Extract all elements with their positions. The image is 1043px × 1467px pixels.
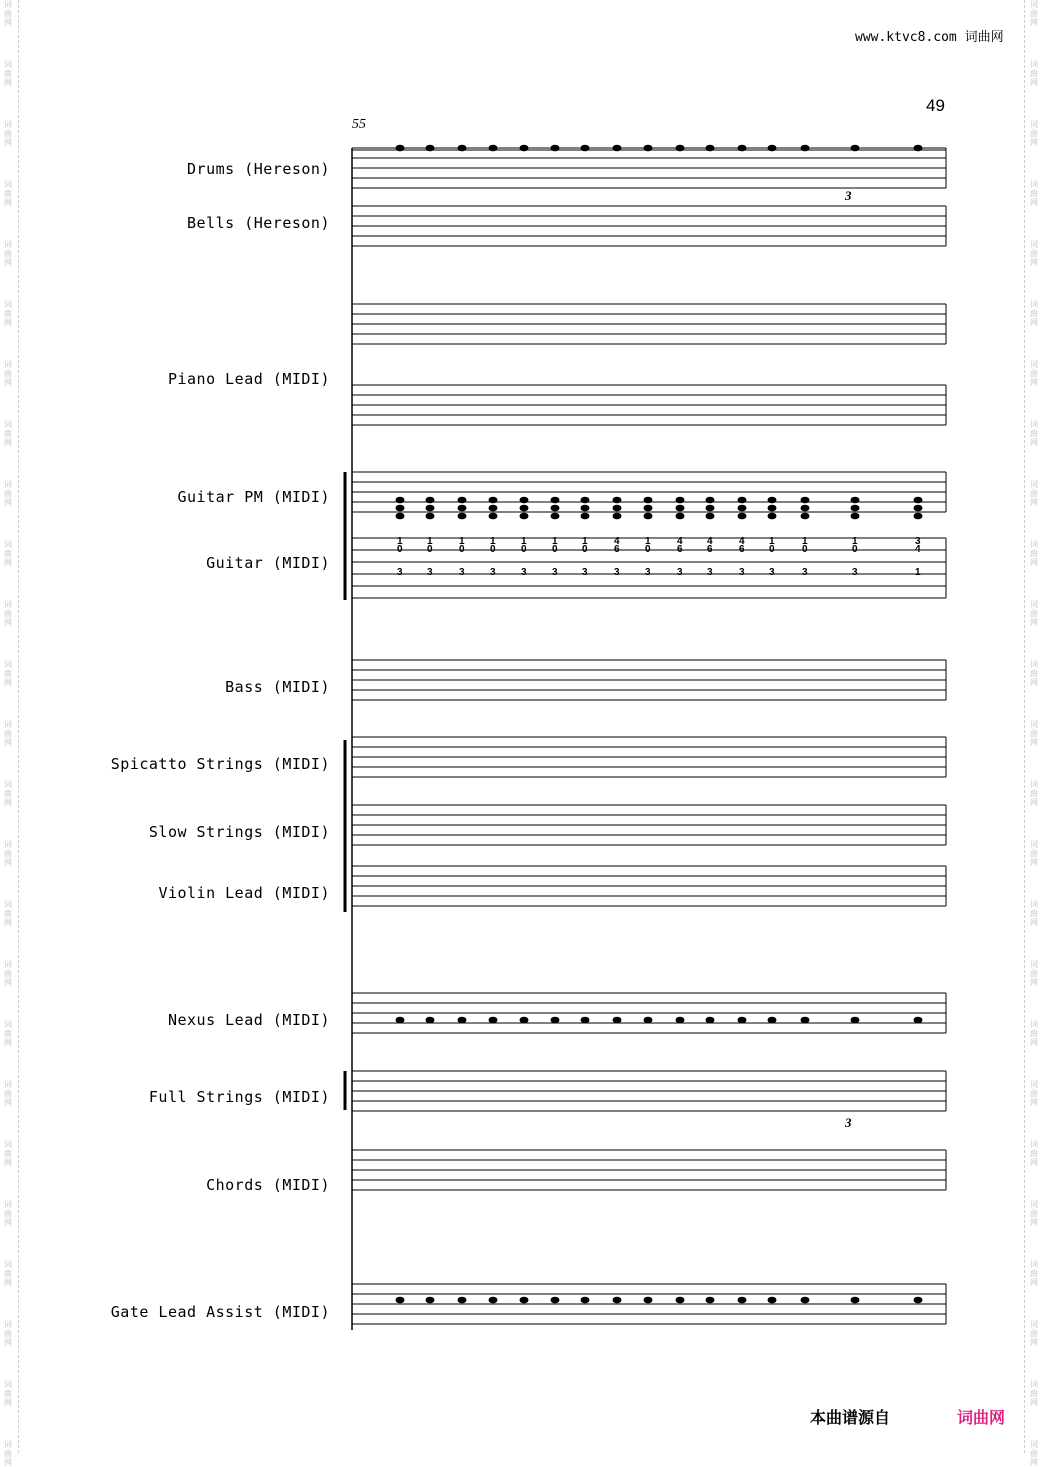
note-head	[914, 145, 923, 152]
watermark-glyph: 词 曲 网	[1030, 420, 1038, 447]
note-head	[581, 1297, 590, 1304]
note-head	[768, 1297, 777, 1304]
tab-number: 3	[645, 567, 651, 578]
note-head	[706, 1297, 715, 1304]
note-head	[851, 145, 860, 152]
watermark-glyph: 词 曲 网	[4, 1320, 12, 1347]
note-head	[520, 145, 529, 152]
note-head	[738, 1297, 747, 1304]
tab-number: 1	[490, 536, 496, 547]
watermark-glyph: 词 曲 网	[4, 960, 12, 987]
note-head	[520, 497, 529, 504]
note-head	[551, 1297, 560, 1304]
note-head	[396, 497, 405, 504]
note-head	[768, 513, 777, 520]
note-head	[676, 505, 685, 512]
tab-number: 0	[852, 544, 858, 555]
measure-number: 55	[352, 117, 366, 132]
instrument-label-chords: Chords (MIDI)	[206, 1176, 330, 1194]
tab-number: 3	[707, 567, 713, 578]
note-head	[676, 145, 685, 152]
note-head	[458, 1297, 467, 1304]
tab-number: 3	[552, 567, 558, 578]
watermark-glyph: 词 曲 网	[4, 1140, 12, 1167]
tab-number: 6	[707, 544, 713, 555]
watermark-glyph: 词 曲 网	[4, 360, 12, 387]
instrument-label-guitar-pm: Guitar PM (MIDI)	[177, 488, 330, 506]
watermark-glyph: 词 曲 网	[4, 1260, 12, 1287]
watermark-glyph: 词 曲 网	[4, 60, 12, 87]
note-head	[851, 513, 860, 520]
note-head	[489, 145, 498, 152]
instrument-label-slow-strings: Slow Strings (MIDI)	[148, 823, 330, 841]
note-head	[613, 1297, 622, 1304]
note-head	[426, 145, 435, 152]
note-head	[914, 497, 923, 504]
note-head	[489, 1297, 498, 1304]
note-head	[426, 1297, 435, 1304]
tab-number: 0	[427, 544, 433, 555]
footer-source-text: 本曲谱源自	[810, 1408, 891, 1427]
watermark-glyph: 词 曲 网	[1030, 780, 1038, 807]
note-head	[914, 513, 923, 520]
note-head	[738, 1017, 747, 1024]
note-head	[489, 513, 498, 520]
watermark-glyph: 词 曲 网	[1030, 1140, 1038, 1167]
tab-number: 0	[645, 544, 651, 555]
tab-number: 3	[852, 567, 858, 578]
note-head	[706, 505, 715, 512]
note-head	[396, 505, 405, 512]
note-head	[644, 513, 653, 520]
tab-number: 3	[915, 536, 921, 547]
watermark-glyph: 词 曲 网	[4, 780, 12, 807]
note-head	[644, 497, 653, 504]
tab-number: 4	[707, 536, 713, 547]
site-url: www.ktvc8.com 词曲网	[855, 30, 1004, 45]
tab-number: 1	[915, 567, 921, 578]
tab-number: 3	[459, 567, 465, 578]
tab-number: 6	[677, 544, 683, 555]
note-head	[644, 1297, 653, 1304]
note-head	[644, 1017, 653, 1024]
note-head	[851, 1017, 860, 1024]
note-head	[489, 1017, 498, 1024]
tab-number: 6	[614, 544, 620, 555]
note-head	[458, 145, 467, 152]
watermark-glyph: 词 曲 网	[1030, 720, 1038, 747]
note-head	[676, 513, 685, 520]
watermark-glyph: 词 曲 网	[1030, 1380, 1038, 1407]
note-head	[738, 497, 747, 504]
tab-number: 3	[521, 567, 527, 578]
watermark-glyph: 词 曲 网	[1030, 1320, 1038, 1347]
watermark-glyph: 词 曲 网	[1030, 660, 1038, 687]
note-head	[801, 513, 810, 520]
tab-number: 0	[582, 544, 588, 555]
tab-number: 3	[490, 567, 496, 578]
note-head	[426, 505, 435, 512]
tab-number: 1	[521, 536, 527, 547]
note-head	[738, 513, 747, 520]
note-head	[458, 497, 467, 504]
tab-number: 0	[802, 544, 808, 555]
watermark-glyph: 词 曲 网	[1030, 960, 1038, 987]
note-head	[613, 1017, 622, 1024]
instrument-label-piano-lead: Piano Lead (MIDI)	[167, 370, 330, 388]
note-head	[851, 497, 860, 504]
note-head	[458, 1017, 467, 1024]
note-head	[768, 145, 777, 152]
note-head	[706, 497, 715, 504]
watermark-glyph: 词 曲 网	[4, 540, 12, 567]
watermark-glyph: 词 曲 网	[4, 840, 12, 867]
watermark-glyph: 词 曲 网	[1030, 480, 1038, 507]
tab-number: 3	[739, 567, 745, 578]
tab-number: 1	[427, 536, 433, 547]
tab-number: 1	[769, 536, 775, 547]
instrument-label-violin-lead: Violin Lead (MIDI)	[158, 884, 330, 902]
tuplet-mark: 3	[845, 188, 852, 203]
watermark-glyph: 词 曲 网	[4, 1200, 12, 1227]
note-head	[489, 497, 498, 504]
watermark-glyph: 词 曲 网	[4, 1380, 12, 1407]
note-head	[581, 1017, 590, 1024]
instrument-label-full-strings: Full Strings (MIDI)	[148, 1088, 330, 1106]
note-head	[396, 1017, 405, 1024]
note-head	[613, 497, 622, 504]
watermark-glyph: 词 曲 网	[1030, 240, 1038, 267]
watermark-glyph: 词 曲 网	[1030, 120, 1038, 147]
watermark-glyph: 词 曲 网	[1030, 1020, 1038, 1047]
note-head	[581, 497, 590, 504]
note-head	[551, 505, 560, 512]
instrument-label-guitar: Guitar (MIDI)	[206, 554, 330, 572]
tab-number: 1	[552, 536, 558, 547]
tab-number: 3	[769, 567, 775, 578]
tab-number: 0	[459, 544, 465, 555]
note-head	[738, 505, 747, 512]
watermark-glyph: 词 曲 网	[4, 1020, 12, 1047]
note-head	[613, 513, 622, 520]
watermark-glyph: 词 曲 网	[1030, 600, 1038, 627]
note-head	[768, 497, 777, 504]
instrument-label-spicatto-strings: Spicatto Strings (MIDI)	[110, 755, 330, 773]
tab-number: 3	[614, 567, 620, 578]
tab-number: 1	[802, 536, 808, 547]
note-head	[551, 145, 560, 152]
watermark-glyph: 词 曲 网	[4, 240, 12, 267]
watermark-glyph: 词 曲 网	[1030, 1260, 1038, 1287]
tab-number: 3	[802, 567, 808, 578]
watermark-glyph: 词 曲 网	[1030, 900, 1038, 927]
watermark-glyph: 词 曲 网	[4, 720, 12, 747]
note-head	[676, 1297, 685, 1304]
note-head	[676, 497, 685, 504]
note-head	[520, 513, 529, 520]
tab-number: 3	[582, 567, 588, 578]
watermark-glyph: 词 曲 网	[1030, 180, 1038, 207]
tab-number: 0	[521, 544, 527, 555]
watermark-glyph: 词 曲 网	[4, 0, 12, 27]
tab-number: 0	[397, 544, 403, 555]
tab-number: 1	[397, 536, 403, 547]
note-head	[851, 505, 860, 512]
tab-number: 0	[769, 544, 775, 555]
note-head	[738, 145, 747, 152]
note-head	[851, 1297, 860, 1304]
watermark-glyph: 词 曲 网	[1030, 360, 1038, 387]
instrument-label-drums: Drums (Hereson)	[187, 160, 330, 178]
note-head	[644, 505, 653, 512]
tab-number: 4	[677, 536, 683, 547]
note-head	[613, 505, 622, 512]
note-head	[581, 513, 590, 520]
note-head	[426, 513, 435, 520]
watermark-glyph: 词 曲 网	[4, 480, 12, 507]
tab-number: 6	[739, 544, 745, 555]
tab-number: 1	[645, 536, 651, 547]
tab-number: 4	[614, 536, 620, 547]
watermark-glyph: 词 曲 网	[1030, 300, 1038, 327]
note-head	[768, 1017, 777, 1024]
watermark-glyph: 词 曲 网	[1030, 1200, 1038, 1227]
tab-number: 4	[915, 544, 921, 555]
watermark-glyph: 词 曲 网	[4, 1080, 12, 1107]
note-head	[520, 505, 529, 512]
note-head	[396, 513, 405, 520]
note-head	[914, 1297, 923, 1304]
note-head	[551, 513, 560, 520]
note-head	[426, 1017, 435, 1024]
note-head	[581, 145, 590, 152]
tab-number: 3	[677, 567, 683, 578]
tab-number: 1	[852, 536, 858, 547]
watermark-glyph: 词 曲 网	[4, 600, 12, 627]
note-head	[551, 497, 560, 504]
note-head	[676, 1017, 685, 1024]
tab-numbers	[397, 536, 921, 578]
tab-number: 0	[552, 544, 558, 555]
footer-brand: 词曲网	[957, 1408, 1006, 1427]
note-head	[396, 145, 405, 152]
watermark-glyph: 词 曲 网	[1030, 840, 1038, 867]
tab-number: 1	[459, 536, 465, 547]
note-head	[706, 513, 715, 520]
note-head	[801, 145, 810, 152]
note-head	[520, 1017, 529, 1024]
note-head	[801, 497, 810, 504]
tab-number: 1	[582, 536, 588, 547]
note-head	[801, 505, 810, 512]
note-head	[581, 505, 590, 512]
note-head	[706, 145, 715, 152]
note-heads	[396, 145, 923, 1304]
note-head	[801, 1297, 810, 1304]
watermark-glyph: 词 曲 网	[4, 120, 12, 147]
tab-number: 3	[397, 567, 403, 578]
watermark-glyph: 词 曲 网	[4, 900, 12, 927]
tab-number: 0	[490, 544, 496, 555]
note-head	[801, 1017, 810, 1024]
page-number: 49	[926, 96, 945, 115]
tab-number: 4	[739, 536, 745, 547]
note-head	[458, 505, 467, 512]
tuplet-mark: 3	[845, 1115, 852, 1130]
watermark-glyph: 词 曲 网	[1030, 1080, 1038, 1107]
note-head	[644, 145, 653, 152]
note-head	[768, 505, 777, 512]
note-head	[613, 145, 622, 152]
note-head	[426, 497, 435, 504]
instrument-label-gate-lead-assist: Gate Lead Assist (MIDI)	[110, 1303, 330, 1321]
note-head	[914, 505, 923, 512]
tab-number: 3	[427, 567, 433, 578]
note-head	[458, 513, 467, 520]
watermark-glyph: 词 曲 网	[1030, 60, 1038, 87]
watermark-glyph: 词 曲 网	[1030, 540, 1038, 567]
watermark-glyph: 词 曲 网	[4, 180, 12, 207]
note-head	[489, 505, 498, 512]
note-head	[551, 1017, 560, 1024]
watermark-glyph: 词 曲 网	[4, 1440, 12, 1467]
note-head	[706, 1017, 715, 1024]
watermark-glyph: 词 曲 网	[1030, 0, 1038, 27]
watermark-glyph: 词 曲 网	[1030, 1440, 1038, 1467]
note-head	[520, 1297, 529, 1304]
instrument-label-bells: Bells (Hereson)	[187, 214, 330, 232]
note-head	[396, 1297, 405, 1304]
staff-lines	[345, 148, 946, 1330]
note-head	[914, 1017, 923, 1024]
watermark-glyph: 词 曲 网	[4, 300, 12, 327]
watermark-glyph: 词 曲 网	[4, 420, 12, 447]
instrument-label-nexus-lead: Nexus Lead (MIDI)	[167, 1011, 330, 1029]
watermark-glyph: 词 曲 网	[4, 660, 12, 687]
instrument-label-bass: Bass (MIDI)	[225, 678, 330, 696]
